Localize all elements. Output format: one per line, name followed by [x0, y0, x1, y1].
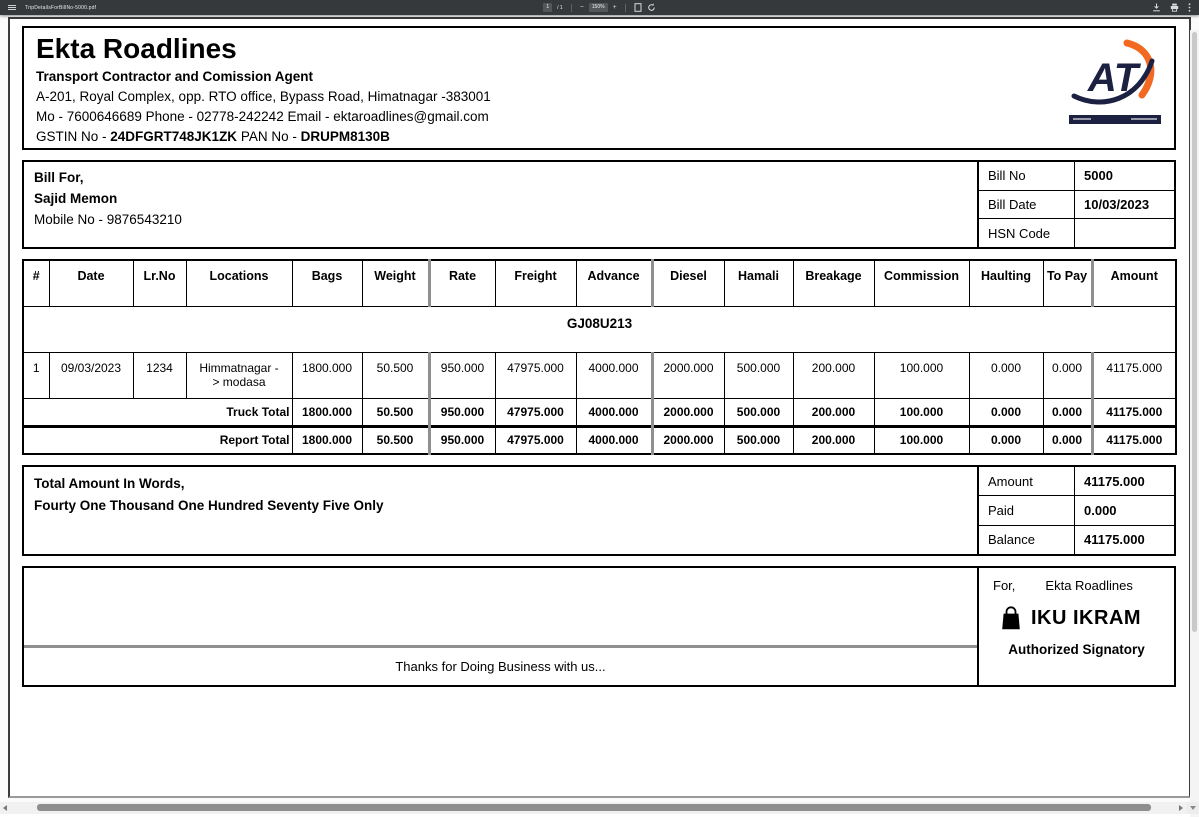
cell-date: 09/03/2023: [49, 352, 133, 398]
bill-date-label: Bill Date: [979, 191, 1075, 219]
bill-no-label: Bill No: [979, 162, 1075, 190]
truck-total-bags: 1800.000: [292, 398, 362, 426]
bill-for-label: Bill For,: [34, 170, 84, 185]
pan-value: DRUPM8130B: [300, 129, 390, 144]
cell-breakage: 200.000: [793, 352, 874, 398]
horizontal-scrollbar[interactable]: [0, 802, 1187, 814]
truck-total-weight: 50.500: [362, 398, 429, 426]
gstin-label: GSTIN No -: [36, 129, 111, 144]
cell-topay: 0.000: [1043, 352, 1092, 398]
words-text: Fourty One Thousand One Hundred Seventy Five Only: [34, 498, 384, 513]
truck-total-commission: 100.000: [874, 398, 969, 426]
cell-haulting: 0.000: [969, 352, 1043, 398]
at-logo-icon: [1067, 38, 1162, 108]
logo-watermark-bar: [1069, 115, 1161, 124]
company-address: A-201, Royal Complex, opp. RTO office, Bypass Road, Himatnagar -383001: [36, 89, 491, 104]
document-filename: TripDetailsForBillNo-5000.pdf: [25, 4, 97, 11]
col-header-weight: Weight: [362, 260, 429, 306]
report-total-bags: 1800.000: [292, 426, 362, 454]
paid-label: Paid: [979, 496, 1075, 524]
report-total-diesel: 2000.000: [652, 426, 724, 454]
col-header-bags: Bags: [292, 260, 362, 306]
pdf-toolbar: [0, 0, 1199, 15]
paid-value: 0.000: [1084, 502, 1117, 518]
thanks-message: Thanks for Doing Business with us...: [395, 659, 606, 674]
menu-icon[interactable]: [8, 5, 16, 10]
totals-section: [22, 465, 1176, 556]
truck-total-advance: 4000.000: [576, 398, 652, 426]
truck-total-amount: 41175.000: [1092, 398, 1176, 426]
truck-total-freight: 47975.000: [495, 398, 576, 426]
cell-hamali: 500.000: [724, 352, 793, 398]
pdf-viewport: [0, 15, 1199, 814]
customer-name: Sajid Memon: [34, 191, 118, 206]
col-header-diesel: Diesel: [652, 260, 724, 306]
truck-number: GJ08U213: [23, 306, 1176, 352]
scrollbar-corner: [1187, 802, 1199, 814]
download-icon[interactable]: [1152, 3, 1161, 12]
col-header-date: Date: [49, 260, 133, 306]
truck-total-rate: 950.000: [429, 398, 495, 426]
col-header-breakage: Breakage: [793, 260, 874, 306]
report-total-row: [23, 426, 1176, 454]
col-header-amount: Amount: [1092, 260, 1176, 306]
report-total-topay: 0.000: [1043, 426, 1092, 454]
toolbar-divider: [571, 4, 572, 12]
cell-amount: 41175.000: [1092, 352, 1176, 398]
vertical-scrollbar[interactable]: [1190, 30, 1199, 817]
zoom-in-button[interactable]: +: [612, 4, 617, 11]
col-header-commission: Commission: [874, 260, 969, 306]
letterhead: [22, 26, 1176, 150]
company-tagline: Transport Contractor and Comission Agent: [36, 69, 314, 84]
amount-in-words-box: [22, 465, 979, 556]
horizontal-scrollbar-thumb[interactable]: [37, 804, 1151, 811]
bill-date-row: [979, 191, 1174, 220]
print-icon[interactable]: [1170, 3, 1179, 12]
for-company: Ekta Roadlines: [1045, 578, 1133, 593]
pan-label: PAN No -: [237, 129, 301, 144]
trip-row: [23, 352, 1176, 398]
report-total-haulting: 0.000: [969, 426, 1043, 454]
words-title: Total Amount In Words,: [34, 476, 185, 491]
footer-empty-area: [24, 568, 977, 648]
pdf-page: [8, 17, 1191, 798]
bill-no-value: 5000: [1084, 168, 1113, 184]
page-count-label: / 1: [557, 4, 563, 11]
amount-row: [979, 467, 1174, 496]
report-total-amount: 41175.000: [1092, 426, 1176, 454]
report-total-breakage: 200.000: [793, 426, 874, 454]
trip-details-table: [22, 259, 1177, 455]
truck-total-breakage: 200.000: [793, 398, 874, 426]
truck-total-label: Truck Total: [23, 398, 292, 426]
for-label: For,: [993, 578, 1016, 593]
hsn-code-label: HSN Code: [979, 219, 1075, 247]
col-header-hamali: Hamali: [724, 260, 793, 306]
report-total-hamali: 500.000: [724, 426, 793, 454]
rotate-icon[interactable]: [647, 3, 656, 12]
truck-number-row: [23, 306, 1176, 352]
truck-total-hamali: 500.000: [724, 398, 793, 426]
stamp-bag-icon: [1001, 606, 1021, 630]
cell-commission: 100.000: [874, 352, 969, 398]
cell-diesel: 2000.000: [652, 352, 724, 398]
col-header-advance: Advance: [576, 260, 652, 306]
paid-row: [979, 496, 1174, 525]
cell-advance: 4000.000: [576, 352, 652, 398]
report-total-freight: 47975.000: [495, 426, 576, 454]
cell-rate: 950.000: [429, 352, 495, 398]
zoom-out-button[interactable]: −: [579, 4, 584, 11]
gstin-value: 24DFGRT748JK1ZK: [110, 129, 238, 144]
col-header-haulting: Haulting: [969, 260, 1043, 306]
fit-page-icon[interactable]: [634, 3, 642, 12]
truck-total-topay: 0.000: [1043, 398, 1092, 426]
col-header-num: #: [23, 260, 49, 306]
col-header-lrno: Lr.No: [133, 260, 186, 306]
cell-weight: 50.500: [362, 352, 429, 398]
signatory-box: [977, 566, 1176, 687]
bill-for-box: [22, 160, 979, 249]
truck-total-haulting: 0.000: [969, 398, 1043, 426]
scroll-right-arrow-icon[interactable]: [1179, 805, 1183, 811]
bill-no-row: [979, 162, 1174, 191]
bill-date-value: 10/03/2023: [1084, 197, 1150, 212]
col-header-locations: Locations: [186, 260, 292, 306]
footer-left-box: [22, 566, 979, 687]
col-header-freight: Freight: [495, 260, 576, 306]
report-total-commission: 100.000: [874, 426, 969, 454]
toolbar-divider: [625, 4, 626, 12]
footer-section: [22, 566, 1176, 687]
page-number-input[interactable]: 1: [543, 3, 552, 12]
cell-lrno: 1234: [133, 352, 186, 398]
logo-text: AT: [1087, 56, 1139, 100]
cell-bags: 1800.000: [292, 352, 362, 398]
zoom-level-value[interactable]: 150%: [589, 3, 608, 12]
table-header-row: [23, 260, 1176, 306]
bill-info-section: [22, 160, 1176, 249]
signature-row: [1001, 606, 1160, 630]
amount-label: Amount: [979, 467, 1075, 495]
report-total-weight: 50.500: [362, 426, 429, 454]
amount-summary-table: [977, 465, 1176, 556]
company-name: Ekta Roadlines: [36, 33, 237, 64]
truck-total-diesel: 2000.000: [652, 398, 724, 426]
more-options-icon[interactable]: [1188, 3, 1191, 12]
amount-value: 41175.000: [1084, 473, 1145, 489]
company-contact: Mo - 7600646689 Phone - 02778-242242 Email - ektaroadlines@gmail.com: [36, 109, 489, 124]
col-header-topay: To Pay: [1043, 260, 1092, 306]
authorized-signatory-label: Authorized Signatory: [1008, 642, 1145, 657]
customer-mobile: Mobile No - 9876543210: [34, 212, 182, 227]
col-header-rate: Rate: [429, 260, 495, 306]
cell-locations: Himmatnagar -> modasa: [186, 352, 292, 398]
signatory-name: IKU IKRAM: [1031, 606, 1142, 629]
truck-total-row: [23, 398, 1176, 426]
report-total-advance: 4000.000: [576, 426, 652, 454]
hsn-code-row: [979, 219, 1174, 247]
for-line: [993, 578, 1160, 593]
company-tax-ids: [36, 129, 1162, 144]
balance-row: [979, 526, 1174, 554]
company-logo: [1067, 38, 1162, 124]
report-total-rate: 950.000: [429, 426, 495, 454]
cell-num: 1: [23, 352, 49, 398]
scroll-left-arrow-icon[interactable]: [3, 805, 7, 811]
bill-meta-table: [977, 160, 1176, 249]
vertical-scrollbar-thumb[interactable]: [1192, 32, 1197, 632]
cell-freight: 47975.000: [495, 352, 576, 398]
balance-label: Balance: [979, 526, 1075, 554]
report-total-label: Report Total: [23, 426, 292, 454]
balance-value: 41175.000: [1084, 532, 1145, 548]
